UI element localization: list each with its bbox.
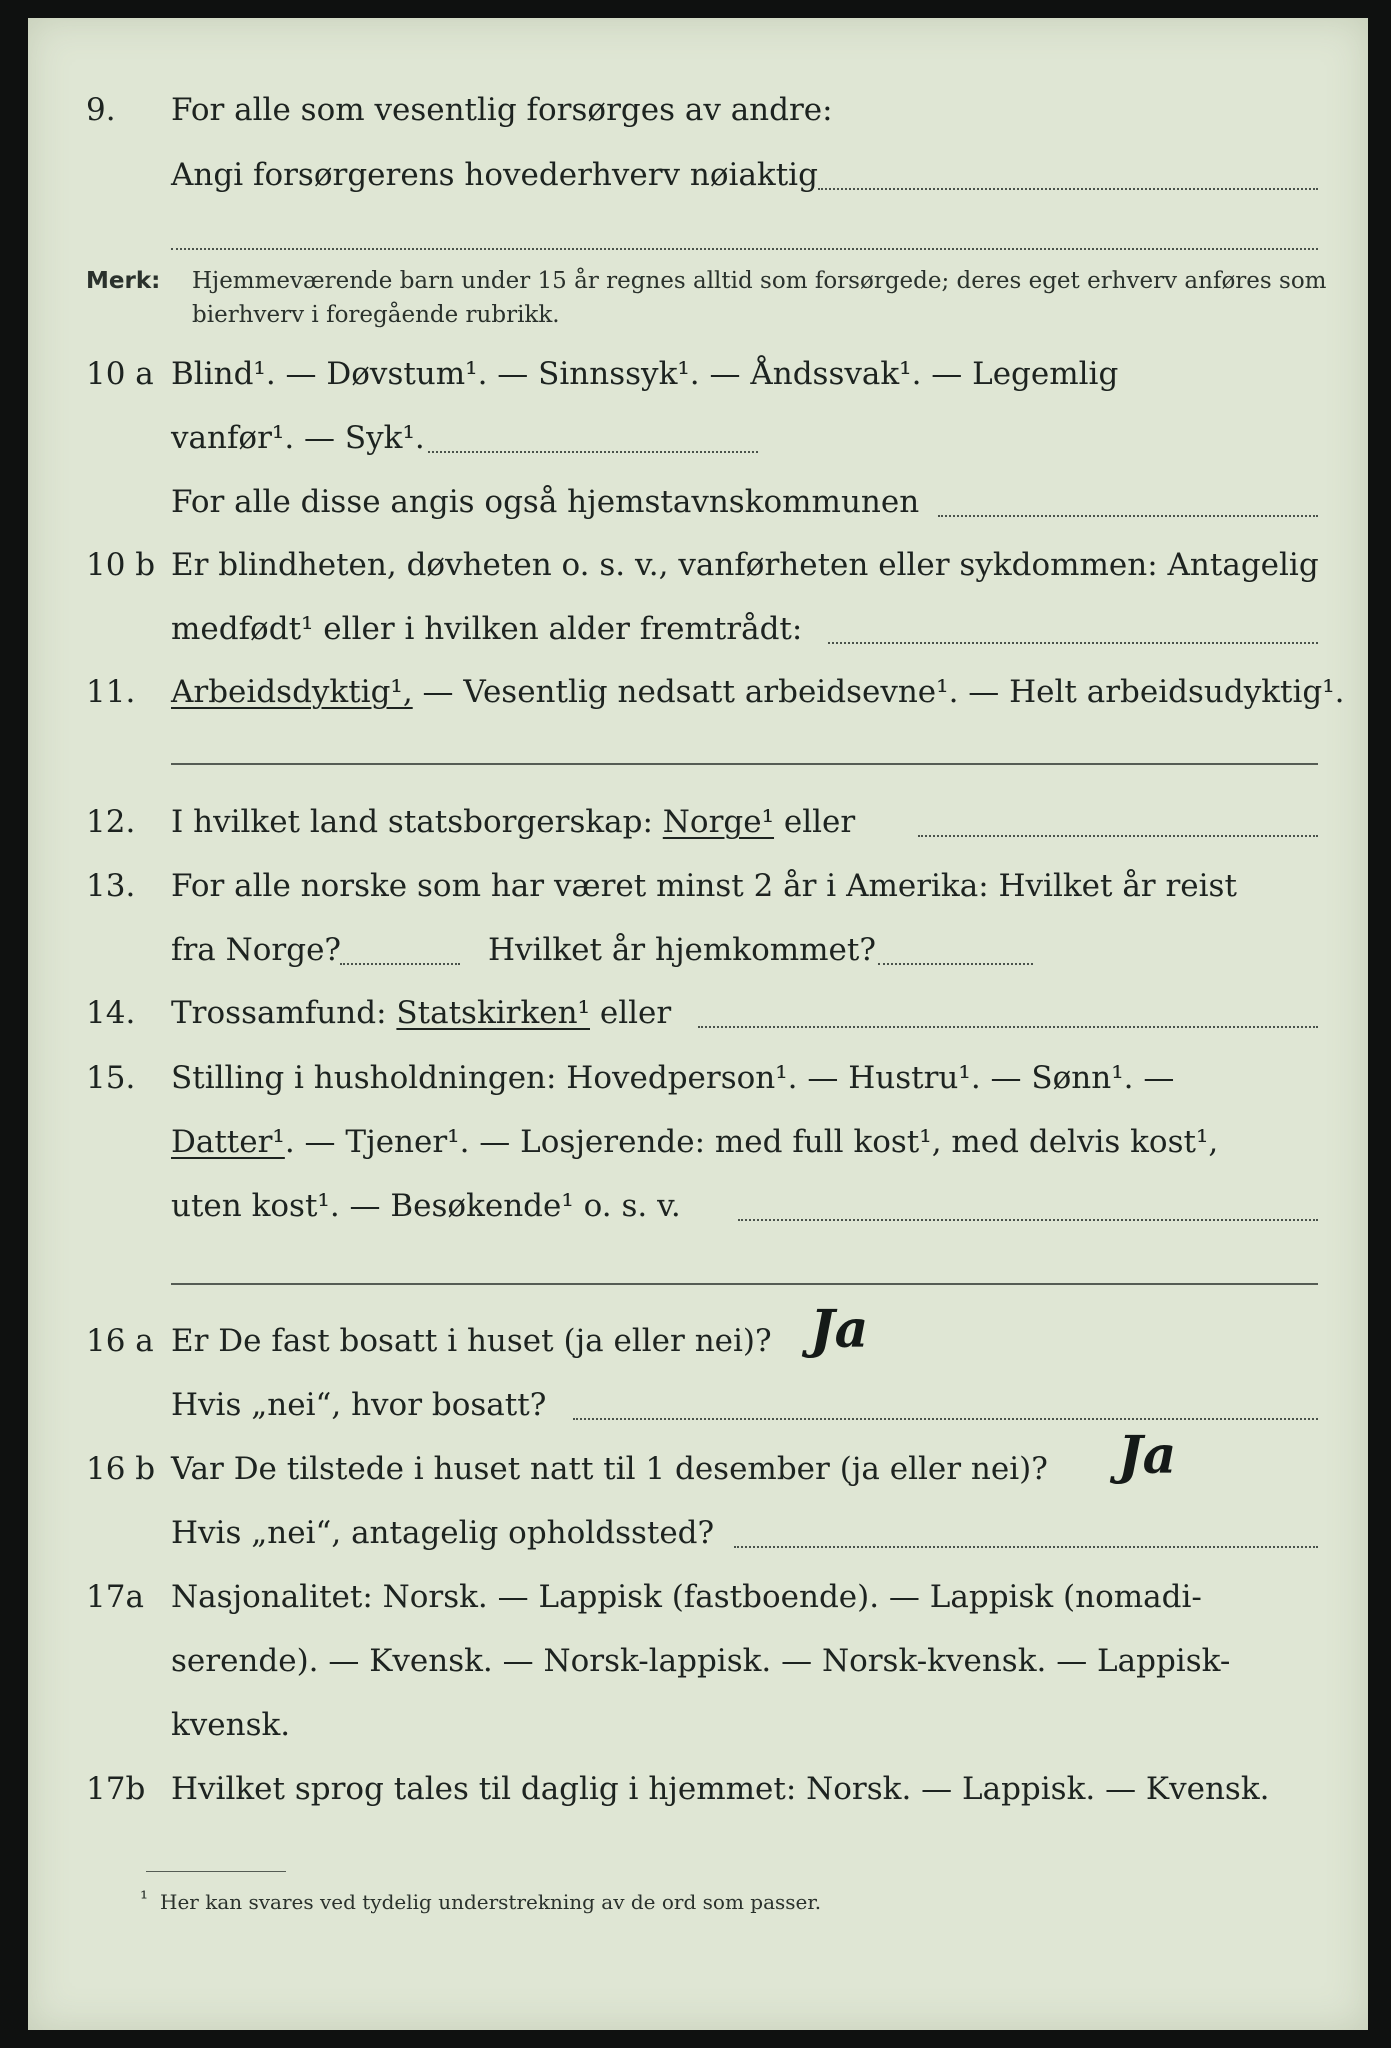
q11-number: 11. [86,674,136,710]
q12-selected-option[interactable]: Norge¹ [662,804,775,840]
q12-or: eller [774,804,856,840]
q17a-text-2: serende). — Kvensk. — Norsk-lappisk. — Norsk-kvensk. — Lappisk- [171,1643,1231,1679]
q14-answer-line[interactable] [698,1026,1318,1028]
q15-options: . — Tjener¹. — Losjerende: med full kost¹, med delvis kost¹, [284,1124,1219,1160]
q16b-answer-line[interactable] [734,1546,1318,1548]
merk-text: Hjemmeværende barn under 15 år regnes alltid som forsørgede; deres eget erhverv anføres som bierhverv i foregående rubrikk. [192,268,1327,328]
q14-selected-option[interactable]: Statskirken¹ [396,995,590,1031]
q10a-vanfor: vanfør¹. — Syk¹. [171,420,425,456]
q10b-text: Er blindheten, døvheten o. s. v., vanførheten eller sykdommen: Antagelig [171,547,1319,583]
q16a-answer-line[interactable] [573,1418,1318,1420]
q15-selected-option[interactable]: Datter¹ [171,1124,285,1160]
q13-return-prompt: Hvilket år hjemkommet? [488,932,876,968]
q17a-number: 17a [86,1579,144,1615]
q13-return-answer-line[interactable] [878,963,1033,965]
q16b-handwritten-answer[interactable]: Ja [1118,1425,1177,1486]
q12-answer-line[interactable] [918,835,1318,837]
q10a-answer-line[interactable] [428,451,758,453]
q15-text: Stilling i husholdningen: Hovedperson¹. — Hustru¹. — Sønn¹. — [171,1060,1175,1096]
census-form-page [28,18,1368,2030]
q9-text: For alle som vesentlig forsørges av andre: [171,92,833,128]
q9-number: 9. [86,92,116,128]
q12-text: I hvilket land statsborgerskap: [171,804,663,840]
q12-number: 12. [86,804,136,840]
q10b-number: 10 b [86,547,156,583]
q14-text: Trossamfund: [171,995,397,1031]
q16b-number: 16 b [86,1451,156,1487]
q17b-number: 17b [86,1771,146,1807]
q16a-number: 16 a [86,1323,154,1359]
q9-answer-line[interactable] [818,188,1318,190]
merk-label: Merk: [86,268,161,294]
q17a-text: Nasjonalitet: Norsk. — Lappisk (fastboende). — Lappisk (nomadi- [171,1579,1202,1615]
q16b-where-prompt: Hvis „nei“, antagelig opholdssted? [171,1515,715,1551]
q17a-text-3: kvensk. [171,1707,291,1743]
q10a-hometown-line[interactable] [938,515,1318,517]
separator-rule [171,763,1318,765]
q14-or: eller [590,995,672,1031]
q10a-text: Blind¹. — Døvstum¹. — Sinnssyk¹. — Åndssvak¹. — Legemlig [171,356,1119,392]
q14-number: 14. [86,995,136,1031]
q17b-text: Hvilket sprog tales til daglig i hjemmet: Norsk. — Lappisk. — Kvensk. [171,1771,1270,1807]
q10b-age-prompt: medfødt¹ eller i hvilken alder fremtrådt: [171,611,803,647]
q16a-where-prompt: Hvis „nei“, hvor bosatt? [171,1387,547,1423]
q9-answer-line-2[interactable] [171,248,1318,250]
q15-visitor: uten kost¹. — Besøkende¹ o. s. v. [171,1188,681,1224]
footnote-mark: ¹ [140,1886,149,1910]
q15-number: 15. [86,1060,136,1096]
q10a-number: 10 a [86,356,154,392]
q13-left-answer-line[interactable] [340,963,460,965]
footnote-text: Her kan svares ved tydelig understrekning av de ord som passer. [160,1890,822,1914]
q13-text: For alle norske som har været minst 2 år i Amerika: Hvilket år reist [171,868,1237,904]
q10b-answer-line[interactable] [828,642,1318,644]
footnote-rule [146,1871,286,1872]
separator-rule-2 [171,1283,1318,1285]
q13-left-prompt: fra Norge? [171,932,342,968]
q15-answer-line[interactable] [738,1219,1318,1221]
q16a-handwritten-answer[interactable]: Ja [810,1299,869,1360]
q16a-text: Er De fast bosatt i huset (ja eller nei)? [171,1323,772,1359]
q10a-hometown-prompt: For alle disse angis også hjemstavnskommunen [171,484,920,520]
q13-number: 13. [86,868,136,904]
q16b-text: Var De tilstede i huset natt til 1 desember (ja eller nei)? [171,1451,1048,1487]
q11-selected-option[interactable]: Arbeidsdyktig¹, [171,674,413,710]
q9-provider-prompt: Angi forsørgerens hovederhverv nøiaktig [171,157,818,193]
q11-options: — Vesentlig nedsatt arbeidsevne¹. — Helt arbeidsudyktig¹. [412,674,1345,710]
